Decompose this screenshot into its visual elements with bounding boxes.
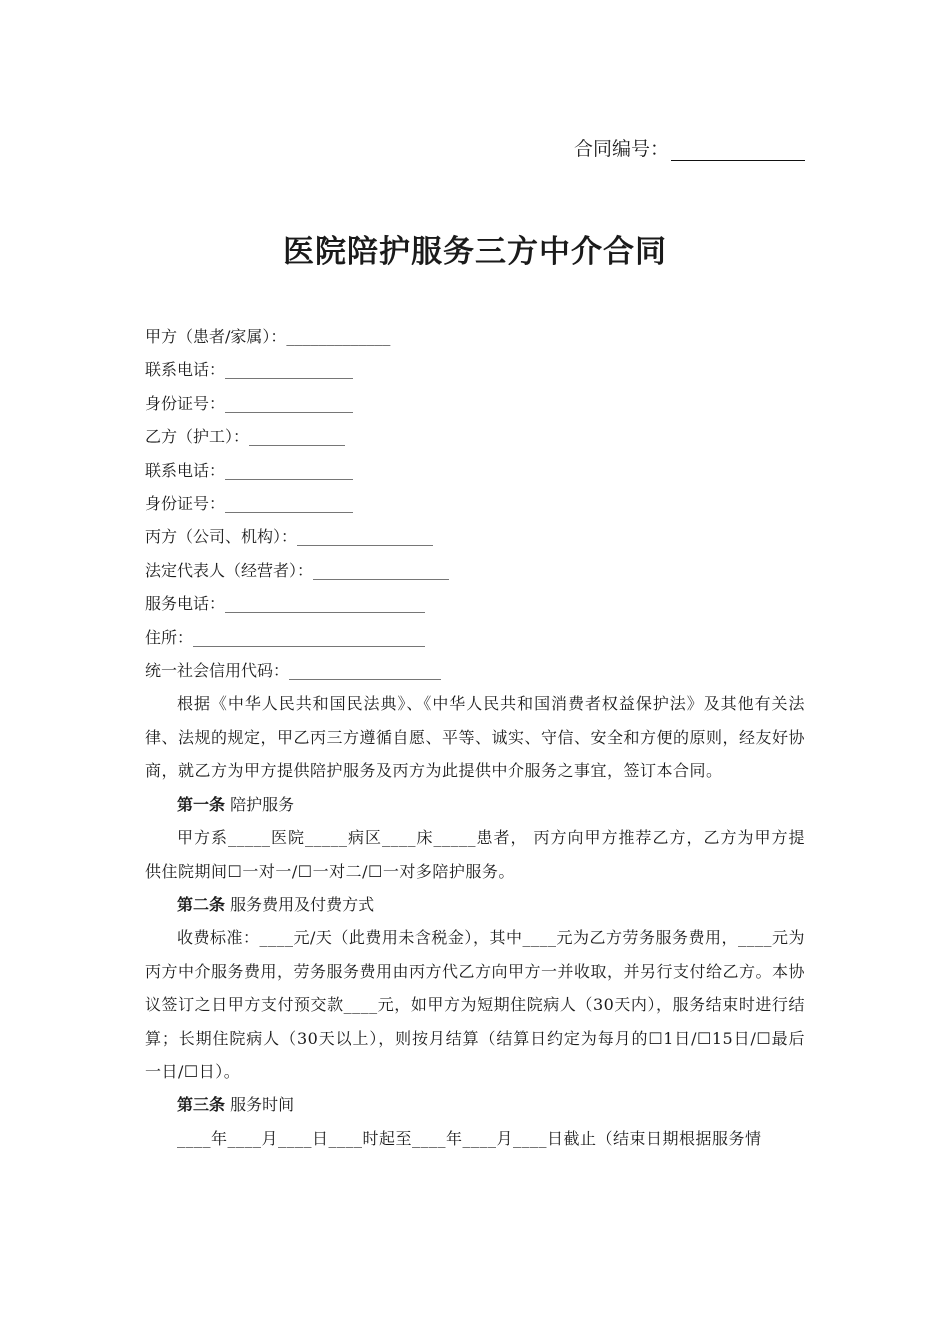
article-1-text: 甲方系_____医院_____病区____床_____患者， 丙方向甲方推荐乙方，乙方为甲方提供住院期间☐一对一/☐一对二/☐一对多陪护服务。 bbox=[145, 828, 805, 881]
document-title: 医院陪护服务三方中介合同 bbox=[283, 234, 667, 270]
article-3-heading bbox=[145, 1088, 805, 1121]
article-number: 第一条 bbox=[177, 794, 226, 814]
credit-code: 统一社会信用代码：___________________ bbox=[145, 661, 442, 681]
contract-number-label: 合同编号： bbox=[573, 138, 669, 160]
article-3-text: ____年____月____日____时起至____年____月____日截止（结束日期根据服务情 bbox=[177, 1128, 762, 1148]
party-b: 乙方（护工）：____________ bbox=[145, 427, 346, 447]
article-heading: 服务时间 bbox=[230, 1095, 295, 1115]
party-a-phone: 联系电话：________________ bbox=[145, 360, 354, 380]
legal-representative: 法定代表人（经营者）：_________________ bbox=[145, 560, 450, 580]
contract-body bbox=[145, 320, 805, 1155]
party-a-id: 身份证号：________________ bbox=[145, 393, 354, 413]
article-1-heading bbox=[145, 788, 805, 821]
party-b-id: 身份证号：________________ bbox=[145, 494, 354, 514]
service-phone: 服务电话：_________________________ bbox=[145, 594, 426, 614]
article-2-heading bbox=[145, 888, 805, 921]
article-heading: 服务费用及付费方式 bbox=[230, 894, 375, 914]
party-b-phone: 联系电话：________________ bbox=[145, 460, 354, 480]
article-number: 第二条 bbox=[177, 894, 226, 914]
party-a: 甲方（患者/家属）：_____________ bbox=[145, 327, 391, 346]
article-heading: 陪护服务 bbox=[230, 794, 295, 814]
contract-number-blank bbox=[671, 140, 805, 161]
party-c: 丙方（公司、机构）：_________________ bbox=[145, 527, 434, 547]
article-2-text: 收费标准：____元/天（此费用未含税金），其中____元为乙方劳务服务费用，____元为丙方中介服务费用，劳务服务费用由丙方代乙方向甲方一并收取，并另行支付给乙方。本协议签订之日甲方支付预交款____元，如甲方为短期住院病人（30天内），服务结束时进行结算；长期住院病人（30天以上），则按月结算（结算日约定为每月的☐1日/☐15日/☐最后一日/☐日）。 bbox=[145, 928, 806, 1081]
address: 住所：_____________________________ bbox=[145, 627, 426, 647]
article-number: 第三条 bbox=[177, 1095, 226, 1115]
preamble: 根据《中华人民共和国民法典》、《中华人民共和国消费者权益保护法》及其他有关法律、法规的规定，甲乙丙三方遵循自愿、平等、诚实、守信、安全和方便的原则，经友好协商，就乙方为甲方提供陪护服务及丙方为此提供中介服务之事宜，签订本合同。 bbox=[145, 694, 806, 781]
contract-number bbox=[574, 137, 805, 161]
